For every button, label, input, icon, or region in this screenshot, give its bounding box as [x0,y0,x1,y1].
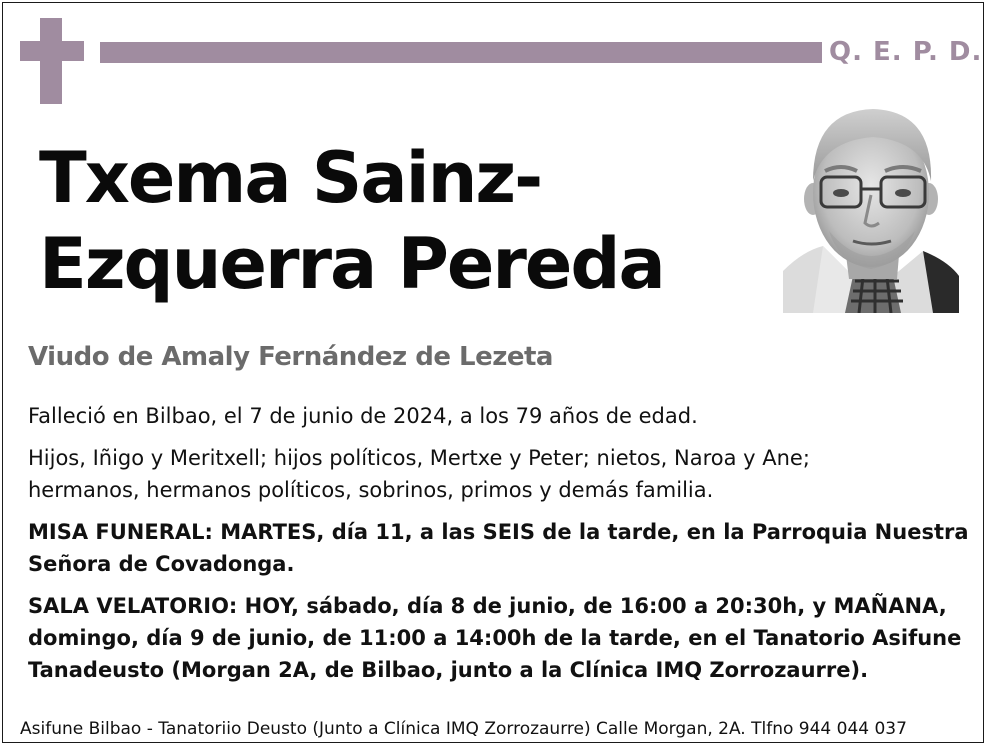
portrait-photo [783,101,959,313]
obituary-body [28,400,973,686]
widower-subtitle: Viudo de Amaly Fernández de Lezeta [28,342,553,372]
header-rule [100,42,822,63]
family-line-2: hermanos, hermanos políticos, sobrinos, primos y demás familia. [28,478,714,502]
obituary-card [2,2,984,743]
sala-line-1: SALA VELATORIO: HOY, sábado, día 8 de junio, de 16:00 a 20:30h, y MAÑANA, [28,594,947,618]
family-paragraph [28,442,973,506]
death-notice: Falleció en Bilbao, el 7 de junio de 2024, a los 79 años de edad. [28,404,698,428]
name-line-2: Ezquerra Pereda [39,223,664,305]
sala-line-3: Tanadeusto (Morgan 2A, de Bilbao, junto a la Clínica IMQ Zorrozaurre). [28,658,869,682]
family-line-1: Hijos, Iñigo y Meritxell; hijos políticos, Mertxe y Peter; nietos, Naroa y Ane; [28,446,810,470]
deceased-name [39,135,699,307]
misa-line-1: MISA FUNERAL: MARTES, día 11, a las SEIS de la tarde, en la Parroquia Nuestra [28,520,969,544]
funeral-home-footer: Asifune Bilbao - Tanatoriio Deusto (Junto a Clínica IMQ Zorrozaurre) Calle Morgan, 2A. Tlfno 944 044 037 [20,719,907,739]
misa-line-2: Señora de Covadonga. [28,552,295,576]
cross-icon [20,18,84,104]
wake-room-paragraph [28,590,973,686]
qepd-label: Q. E. P. D. [829,37,983,67]
funeral-mass-paragraph [28,516,973,580]
name-line-1: Txema Sainz- [39,137,542,219]
sala-line-2: domingo, día 9 de junio, de 11:00 a 14:00h de la tarde, en el Tanatorio Asifune [28,626,962,650]
